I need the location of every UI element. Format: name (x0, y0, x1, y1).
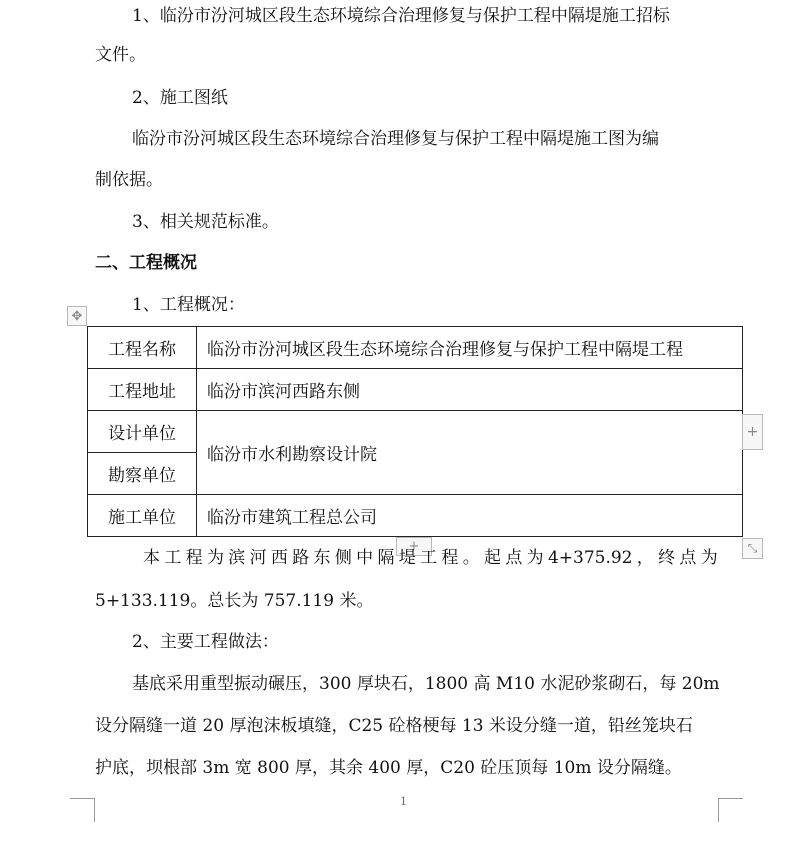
table-cell[interactable]: 施工单位 (88, 495, 197, 537)
page-number: 1 (400, 795, 407, 808)
paragraph-line (143, 546, 718, 570)
paragraph-line: 1、工程概况： (132, 295, 245, 315)
text-run: 为 (206, 548, 224, 568)
table-row (88, 411, 743, 453)
table-move-handle-icon[interactable]: ✥ (67, 306, 87, 326)
text-run: 点 (505, 548, 523, 568)
text-run: 本 (143, 548, 160, 568)
paragraph-line: 制依据。 (95, 170, 163, 190)
paragraph-line: 基底采用重型振动碾压，300 厚块石，1800 高 M10 水泥砂浆砌石，每 20m (132, 674, 720, 694)
paragraph-line: 临汾市汾河城区段生态环境综合治理修复与保护工程中隔堤施工图为编 (132, 129, 659, 149)
table-cell[interactable]: 工程名称 (88, 327, 197, 369)
add-row-button[interactable]: + (396, 537, 432, 556)
text-run: 中 (356, 548, 374, 568)
text-run: 终 (658, 548, 676, 568)
project-info-table (87, 326, 743, 537)
paragraph-line: 1、临汾市汾河城区段生态环境综合治理修复与保护工程中隔堤施工招标 (132, 6, 670, 26)
paragraph-line: 2、施工图纸 (132, 88, 228, 108)
paragraph-line: 5+133.119。总长为 757.119 米。 (95, 591, 374, 611)
table-resize-handle-icon[interactable]: ⤡ (742, 538, 763, 559)
text-run: 东 (313, 548, 331, 568)
add-column-button[interactable]: + (742, 414, 763, 450)
table-row (88, 495, 743, 537)
table-cell[interactable]: 工程地址 (88, 369, 197, 411)
page-margin-corner-right (718, 798, 743, 821)
table-row (88, 327, 743, 369)
paragraph-line: 文件。 (95, 45, 146, 65)
text-run: 河 (249, 548, 267, 568)
text-run: 。 (462, 548, 480, 568)
page-margin-corner-left (70, 798, 95, 821)
text-run: 西 (270, 548, 288, 568)
table-row (88, 369, 743, 411)
text-run: 路 (292, 548, 310, 568)
text-run: 4+375.92 (547, 548, 633, 568)
section-heading: 二、工程概况 (95, 253, 197, 273)
text-run: 隔 (377, 548, 395, 568)
text-run: 工 (420, 548, 438, 568)
table-cell[interactable]: 临汾市水利勘察设计院 (197, 411, 743, 495)
text-run: 起 (484, 548, 501, 568)
text-run: 工 (164, 548, 182, 568)
table-cell[interactable]: 勘察单位 (88, 453, 197, 495)
page-margin-corner-right-lower (718, 800, 719, 822)
paragraph-line: 设分隔缝一道 20 厚泡沫板填缝，C25 砼格梗每 13 米设分缝一道，铅丝笼块石 (95, 716, 693, 736)
text-run: 点 (679, 548, 697, 568)
text-run: 为 (700, 548, 718, 568)
text-run: 为 (526, 548, 544, 568)
text-run: 程 (185, 548, 203, 568)
text-run: 堤 (398, 548, 416, 568)
table-cell[interactable]: 临汾市汾河城区段生态环境综合治理修复与保护工程中隔堤工程 (197, 327, 743, 369)
text-run: 侧 (334, 548, 352, 568)
text-run: 滨 (228, 548, 246, 568)
paragraph-line: 3、相关规范标准。 (132, 212, 279, 232)
paragraph-line: 2、主要工程做法： (132, 632, 279, 652)
page-margin-corner-left-lower (94, 800, 95, 822)
paragraph-line: 护底，坝根部 3m 宽 800 厚，其余 400 厚，C20 砼压顶每 10m 设分隔缝。 (95, 758, 682, 778)
text-run: 程 (441, 548, 459, 568)
table-cell[interactable]: 设计单位 (88, 411, 197, 453)
table-cell[interactable]: 临汾市滨河西路东侧 (197, 369, 743, 411)
text-run: ， (636, 548, 654, 568)
table-cell[interactable]: 临汾市建筑工程总公司 (197, 495, 743, 537)
